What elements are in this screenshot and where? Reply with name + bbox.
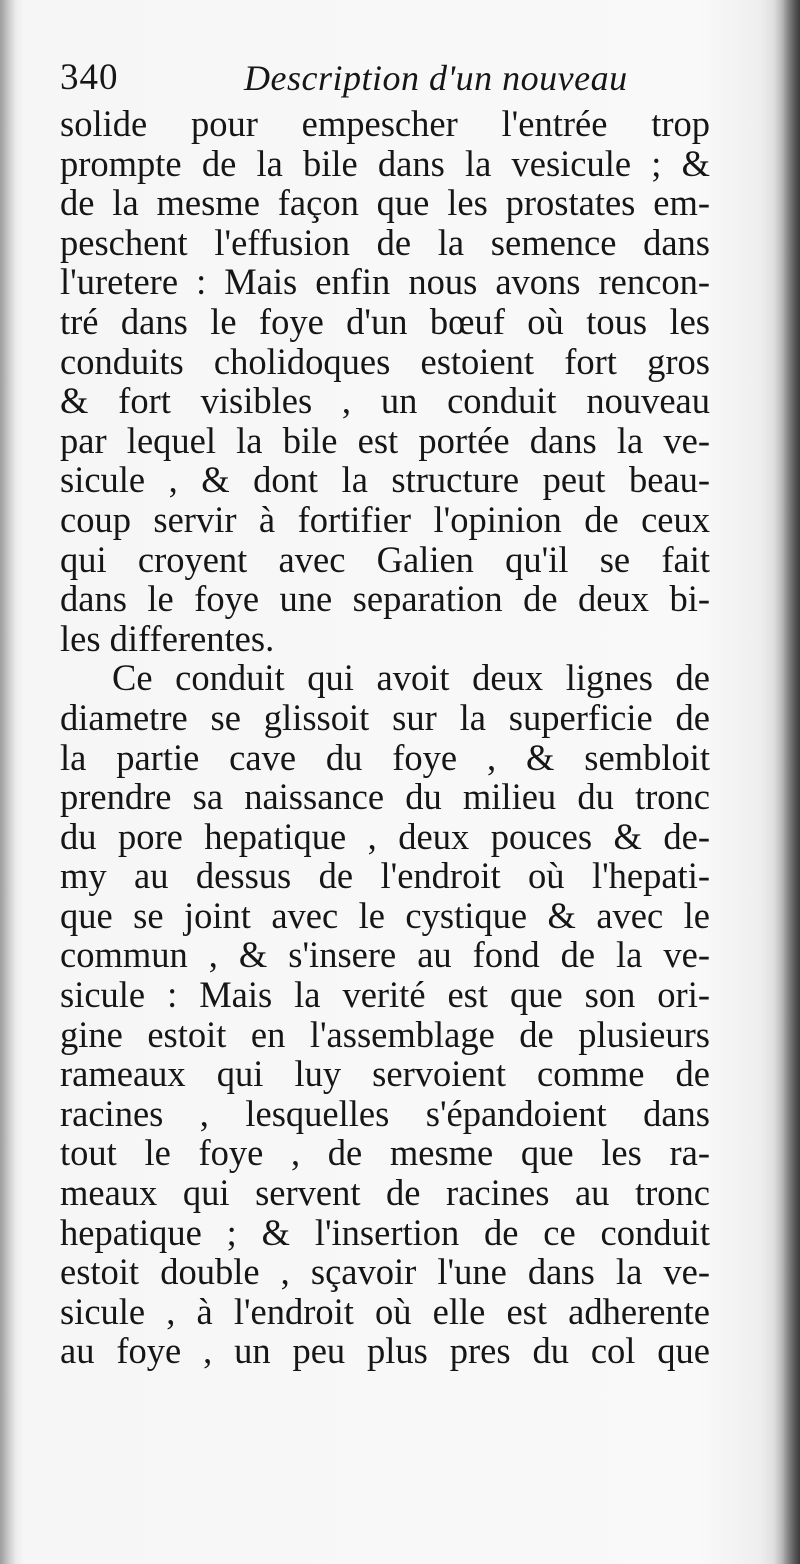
text-line: au foye , un peu plus pres du col que [60, 1330, 710, 1372]
text-line: de la mesme façon que les prostates em- [60, 182, 710, 224]
text-line: du pore hepatique , deux pouces & de- [60, 815, 710, 857]
text-line: estoit double , sçavoir l'une dans la ve- [60, 1251, 710, 1293]
text-line: qui croyent avec Galien qu'il se fait [60, 538, 710, 580]
text-line: dans le foye une separation de deux bi- [60, 578, 710, 620]
paragraph-end-line: les differentes. [60, 617, 275, 659]
text-line: solide pour empescher l'entrée trop [60, 103, 710, 144]
text-line: l'uretere : Mais enfin nous avons rencon- [60, 261, 710, 303]
text-line: rameaux qui luy servoient comme de [60, 1053, 710, 1095]
text-line: prompte de la bile dans la vesicule ; & [60, 142, 710, 184]
text-line: peschent l'effusion de la semence dans [60, 221, 710, 263]
page-number: 340 [60, 57, 119, 98]
text-line: coup servir à fortifier l'opinion de ceux [60, 498, 710, 540]
text-line: meaux qui servent de racines au tronc [60, 1172, 710, 1214]
page-edge-shadow [774, 0, 800, 1564]
text-line: tout le foye , de mesme que les ra- [60, 1132, 710, 1174]
gutter-shadow [0, 0, 16, 1564]
text-line: par lequel la bile est portée dans la ve- [60, 419, 710, 461]
text-line: gine estoit en l'assemblage de plusieurs [60, 1013, 710, 1055]
body-text [60, 104, 710, 1371]
text-line: sicule : Mais la verité est que son ori- [60, 974, 710, 1016]
text-line: conduits cholidoques estoient fort gros [60, 340, 710, 382]
text-line: sicule , à l'endroit où elle est adherente [60, 1290, 710, 1332]
text-line: la partie cave du foye , & sembloit [60, 736, 710, 778]
running-title: Description d'un nouveau [244, 58, 628, 98]
paragraph-first-line: Ce conduit qui avoit deux lignes de [112, 657, 710, 699]
text-line: racines , lesquelles s'épandoient dans [60, 1092, 710, 1134]
running-head [60, 56, 720, 100]
text-line: que se joint avec le cystique & avec le [60, 894, 710, 936]
text-line: diametre se glissoit sur la superficie de [60, 696, 710, 738]
text-line: sicule , & dont la structure peut beau- [60, 459, 710, 501]
text-line: hepatique ; & l'insertion de ce conduit [60, 1211, 710, 1253]
text-line: prendre sa naissance du milieu du tronc [60, 776, 710, 818]
text-line: my au dessus de l'endroit où l'hepati- [60, 855, 710, 897]
text-line: commun , & s'insere au fond de la ve- [60, 934, 710, 976]
text-line: & fort visibles , un conduit nouveau [60, 380, 710, 422]
text-line: tré dans le foye d'un bœuf où tous les [60, 300, 710, 342]
